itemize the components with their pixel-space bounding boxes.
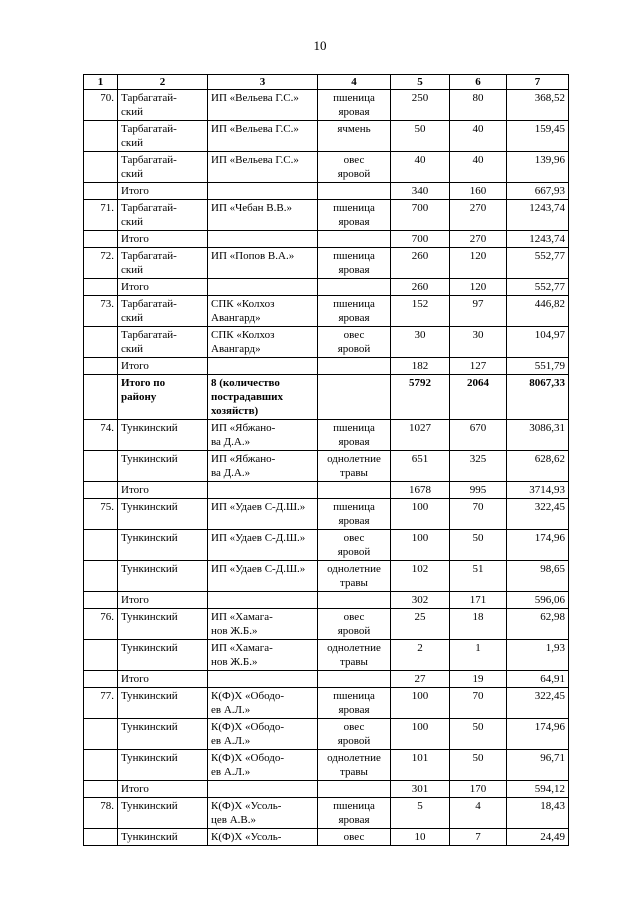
district-cell: Тункинский — [118, 530, 208, 561]
district-cell: Тункинский — [118, 561, 208, 592]
area-cell: 5 — [391, 798, 450, 829]
header-cell: 5 — [391, 75, 450, 90]
crop-cell: пшеница яровая — [318, 248, 391, 279]
farm-cell: СПК «Колхоз Авангард» — [208, 296, 318, 327]
yield-cell: 325 — [450, 451, 507, 482]
yield-cell: 50 — [450, 530, 507, 561]
table-row — [84, 420, 569, 451]
district-cell: Тункинский — [118, 688, 208, 719]
amount-cell: 596,06 — [507, 592, 569, 609]
farm-cell: К(Ф)Х «Ободо- ев А.Л.» — [208, 688, 318, 719]
header-cell: 2 — [118, 75, 208, 90]
farm-cell — [208, 592, 318, 609]
row-number-cell — [84, 451, 118, 482]
crop-cell: пшеница яровая — [318, 499, 391, 530]
farm-cell: ИП «Удаев С-Д.Ш.» — [208, 499, 318, 530]
area-cell: 10 — [391, 829, 450, 846]
farm-cell — [208, 183, 318, 200]
district-cell: Тункинский — [118, 829, 208, 846]
amount-cell: 446,82 — [507, 296, 569, 327]
row-number-cell — [84, 231, 118, 248]
area-cell: 40 — [391, 152, 450, 183]
subtotal-row — [84, 358, 569, 375]
row-number-cell — [84, 781, 118, 798]
crop-cell: пшеница яровая — [318, 798, 391, 829]
row-number-cell: 71. — [84, 200, 118, 231]
amount-cell: 667,93 — [507, 183, 569, 200]
amount-cell: 322,45 — [507, 688, 569, 719]
area-cell: 260 — [391, 248, 450, 279]
crop-cell: однолетние травы — [318, 561, 391, 592]
table-row — [84, 719, 569, 750]
area-cell: 27 — [391, 671, 450, 688]
amount-cell: 552,77 — [507, 248, 569, 279]
farm-cell: ИП «Чебан В.В.» — [208, 200, 318, 231]
farm-cell: К(Ф)Х «Ободо- ев А.Л.» — [208, 719, 318, 750]
yield-cell: 1 — [450, 640, 507, 671]
amount-cell: 174,96 — [507, 719, 569, 750]
area-cell: 25 — [391, 609, 450, 640]
area-cell: 100 — [391, 688, 450, 719]
table-row — [84, 829, 569, 846]
row-number-cell — [84, 561, 118, 592]
row-number-cell — [84, 829, 118, 846]
subtotal-row — [84, 482, 569, 499]
crop-cell: овес яровой — [318, 152, 391, 183]
farm-cell: ИП «Вельева Г.С.» — [208, 121, 318, 152]
row-number-cell: 73. — [84, 296, 118, 327]
crop-cell: однолетние травы — [318, 451, 391, 482]
yield-cell: 18 — [450, 609, 507, 640]
header-cell: 1 — [84, 75, 118, 90]
amount-cell: 368,52 — [507, 90, 569, 121]
district-cell: Итого — [118, 671, 208, 688]
farm-cell: ИП «Ябжано- ва Д.А.» — [208, 451, 318, 482]
page-number: 10 — [313, 38, 327, 53]
crop-cell: пшеница яровая — [318, 420, 391, 451]
farm-cell: 8 (количество пострадавших хозяйств) — [208, 375, 318, 420]
crop-cell: однолетние травы — [318, 750, 391, 781]
table-row — [84, 530, 569, 561]
damage-table — [83, 74, 569, 846]
district-cell: Тункинский — [118, 640, 208, 671]
district-cell: Тарбагатай- ский — [118, 248, 208, 279]
crop-cell — [318, 375, 391, 420]
crop-cell — [318, 781, 391, 798]
crop-cell — [318, 671, 391, 688]
amount-cell: 104,97 — [507, 327, 569, 358]
yield-cell: 171 — [450, 592, 507, 609]
amount-cell: 3714,93 — [507, 482, 569, 499]
amount-cell: 1243,74 — [507, 231, 569, 248]
area-cell: 700 — [391, 200, 450, 231]
row-number-cell — [84, 719, 118, 750]
row-number-cell — [84, 183, 118, 200]
district-cell: Тарбагатай- ский — [118, 152, 208, 183]
area-cell: 301 — [391, 781, 450, 798]
district-total-row — [84, 375, 569, 420]
row-number-cell — [84, 592, 118, 609]
district-cell: Итого — [118, 231, 208, 248]
crop-cell — [318, 231, 391, 248]
area-cell: 260 — [391, 279, 450, 296]
amount-cell: 1243,74 — [507, 200, 569, 231]
amount-cell: 98,65 — [507, 561, 569, 592]
crop-cell: пшеница яровая — [318, 296, 391, 327]
amount-cell: 174,96 — [507, 530, 569, 561]
farm-cell: ИП «Хамага- нов Ж.Б.» — [208, 640, 318, 671]
crop-cell: ячмень — [318, 121, 391, 152]
farm-cell: ИП «Вельева Г.С.» — [208, 152, 318, 183]
yield-cell: 120 — [450, 248, 507, 279]
table-row — [84, 451, 569, 482]
table-row — [84, 640, 569, 671]
yield-cell: 97 — [450, 296, 507, 327]
crop-cell: однолетние травы — [318, 640, 391, 671]
farm-cell — [208, 482, 318, 499]
subtotal-row — [84, 231, 569, 248]
area-cell: 700 — [391, 231, 450, 248]
row-number-cell — [84, 152, 118, 183]
crop-cell — [318, 592, 391, 609]
table-row — [84, 121, 569, 152]
yield-cell: 40 — [450, 152, 507, 183]
amount-cell: 96,71 — [507, 750, 569, 781]
row-number-cell — [84, 279, 118, 296]
farm-cell: К(Ф)Х «Усоль- — [208, 829, 318, 846]
district-cell: Итого — [118, 279, 208, 296]
district-cell: Тункинский — [118, 719, 208, 750]
row-number-cell: 74. — [84, 420, 118, 451]
table-row — [84, 90, 569, 121]
farm-cell: К(Ф)Х «Усоль- цев А.В.» — [208, 798, 318, 829]
row-number-cell — [84, 121, 118, 152]
crop-cell — [318, 358, 391, 375]
yield-cell: 70 — [450, 688, 507, 719]
district-cell: Итого — [118, 183, 208, 200]
farm-cell: СПК «Колхоз Авангард» — [208, 327, 318, 358]
area-cell: 152 — [391, 296, 450, 327]
yield-cell: 2064 — [450, 375, 507, 420]
table-row — [84, 327, 569, 358]
yield-cell: 70 — [450, 499, 507, 530]
crop-cell: овес яровой — [318, 327, 391, 358]
farm-cell — [208, 671, 318, 688]
row-number-cell — [84, 671, 118, 688]
district-cell: Итого — [118, 592, 208, 609]
farm-cell: ИП «Хамага- нов Ж.Б.» — [208, 609, 318, 640]
yield-cell: 120 — [450, 279, 507, 296]
table-row — [84, 688, 569, 719]
subtotal-row — [84, 781, 569, 798]
table-row — [84, 152, 569, 183]
crop-cell: пшеница яровая — [318, 90, 391, 121]
area-cell: 1027 — [391, 420, 450, 451]
yield-cell: 40 — [450, 121, 507, 152]
yield-cell: 127 — [450, 358, 507, 375]
table-row — [84, 609, 569, 640]
yield-cell: 4 — [450, 798, 507, 829]
district-cell: Итого — [118, 781, 208, 798]
crop-cell: пшеница яровая — [318, 688, 391, 719]
row-number-cell: 78. — [84, 798, 118, 829]
yield-cell: 270 — [450, 231, 507, 248]
district-cell: Тункинский — [118, 451, 208, 482]
row-number-cell — [84, 750, 118, 781]
subtotal-row — [84, 671, 569, 688]
farm-cell — [208, 358, 318, 375]
subtotal-row — [84, 183, 569, 200]
area-cell: 100 — [391, 530, 450, 561]
yield-cell: 19 — [450, 671, 507, 688]
table-row — [84, 561, 569, 592]
area-cell: 30 — [391, 327, 450, 358]
crop-cell — [318, 279, 391, 296]
area-cell: 100 — [391, 499, 450, 530]
row-number-cell: 72. — [84, 248, 118, 279]
amount-cell: 3086,31 — [507, 420, 569, 451]
header-cell: 4 — [318, 75, 391, 90]
area-cell: 5792 — [391, 375, 450, 420]
area-cell: 651 — [391, 451, 450, 482]
table-row — [84, 750, 569, 781]
area-cell: 102 — [391, 561, 450, 592]
area-cell: 101 — [391, 750, 450, 781]
amount-cell: 159,45 — [507, 121, 569, 152]
farm-cell: К(Ф)Х «Ободо- ев А.Л.» — [208, 750, 318, 781]
table-row — [84, 296, 569, 327]
header-cell: 7 — [507, 75, 569, 90]
area-cell: 2 — [391, 640, 450, 671]
area-cell: 50 — [391, 121, 450, 152]
subtotal-row — [84, 592, 569, 609]
yield-cell: 51 — [450, 561, 507, 592]
district-cell: Тункинский — [118, 499, 208, 530]
header-cell: 6 — [450, 75, 507, 90]
district-cell: Тункинский — [118, 798, 208, 829]
amount-cell: 1,93 — [507, 640, 569, 671]
amount-cell: 139,96 — [507, 152, 569, 183]
amount-cell: 62,98 — [507, 609, 569, 640]
yield-cell: 30 — [450, 327, 507, 358]
yield-cell: 170 — [450, 781, 507, 798]
district-cell: Тарбагатай- ский — [118, 90, 208, 121]
farm-cell — [208, 781, 318, 798]
row-number-cell — [84, 482, 118, 499]
header-cell: 3 — [208, 75, 318, 90]
yield-cell: 270 — [450, 200, 507, 231]
district-cell: Тарбагатай- ский — [118, 121, 208, 152]
yield-cell: 995 — [450, 482, 507, 499]
area-cell: 250 — [391, 90, 450, 121]
farm-cell: ИП «Вельева Г.С.» — [208, 90, 318, 121]
row-number-cell: 76. — [84, 609, 118, 640]
amount-cell: 551,79 — [507, 358, 569, 375]
district-cell: Итого по району — [118, 375, 208, 420]
subtotal-row — [84, 279, 569, 296]
yield-cell: 80 — [450, 90, 507, 121]
table-row — [84, 798, 569, 829]
amount-cell: 322,45 — [507, 499, 569, 530]
farm-cell: ИП «Попов В.А.» — [208, 248, 318, 279]
row-number-cell: 77. — [84, 688, 118, 719]
area-cell: 1678 — [391, 482, 450, 499]
crop-cell — [318, 482, 391, 499]
row-number-cell — [84, 375, 118, 420]
row-number-cell: 75. — [84, 499, 118, 530]
crop-cell: пшеница яровая — [318, 200, 391, 231]
area-cell: 100 — [391, 719, 450, 750]
amount-cell: 24,49 — [507, 829, 569, 846]
yield-cell: 670 — [450, 420, 507, 451]
table-row — [84, 248, 569, 279]
amount-cell: 594,12 — [507, 781, 569, 798]
district-cell: Тункинский — [118, 750, 208, 781]
yield-cell: 50 — [450, 719, 507, 750]
farm-cell: ИП «Удаев С-Д.Ш.» — [208, 561, 318, 592]
farm-cell — [208, 231, 318, 248]
district-cell: Итого — [118, 482, 208, 499]
row-number-cell — [84, 640, 118, 671]
yield-cell: 160 — [450, 183, 507, 200]
row-number-cell: 70. — [84, 90, 118, 121]
crop-cell: овес яровой — [318, 530, 391, 561]
crop-cell: овес яровой — [318, 609, 391, 640]
row-number-cell — [84, 327, 118, 358]
amount-cell: 552,77 — [507, 279, 569, 296]
area-cell: 302 — [391, 592, 450, 609]
amount-cell: 64,91 — [507, 671, 569, 688]
district-cell: Тарбагатай- ский — [118, 296, 208, 327]
row-number-cell — [84, 358, 118, 375]
yield-cell: 7 — [450, 829, 507, 846]
crop-cell — [318, 183, 391, 200]
table-row — [84, 200, 569, 231]
district-cell: Тункинский — [118, 609, 208, 640]
crop-cell: овес — [318, 829, 391, 846]
header-row — [84, 75, 569, 90]
district-cell: Тарбагатай- ский — [118, 327, 208, 358]
farm-cell: ИП «Ябжано- ва Д.А.» — [208, 420, 318, 451]
amount-cell: 628,62 — [507, 451, 569, 482]
district-cell: Тункинский — [118, 420, 208, 451]
farm-cell: ИП «Удаев С-Д.Ш.» — [208, 530, 318, 561]
table-row — [84, 499, 569, 530]
area-cell: 182 — [391, 358, 450, 375]
district-cell: Тарбагатай- ский — [118, 200, 208, 231]
row-number-cell — [84, 530, 118, 561]
amount-cell: 18,43 — [507, 798, 569, 829]
district-cell: Итого — [118, 358, 208, 375]
area-cell: 340 — [391, 183, 450, 200]
yield-cell: 50 — [450, 750, 507, 781]
amount-cell: 8067,33 — [507, 375, 569, 420]
farm-cell — [208, 279, 318, 296]
crop-cell: овес яровой — [318, 719, 391, 750]
